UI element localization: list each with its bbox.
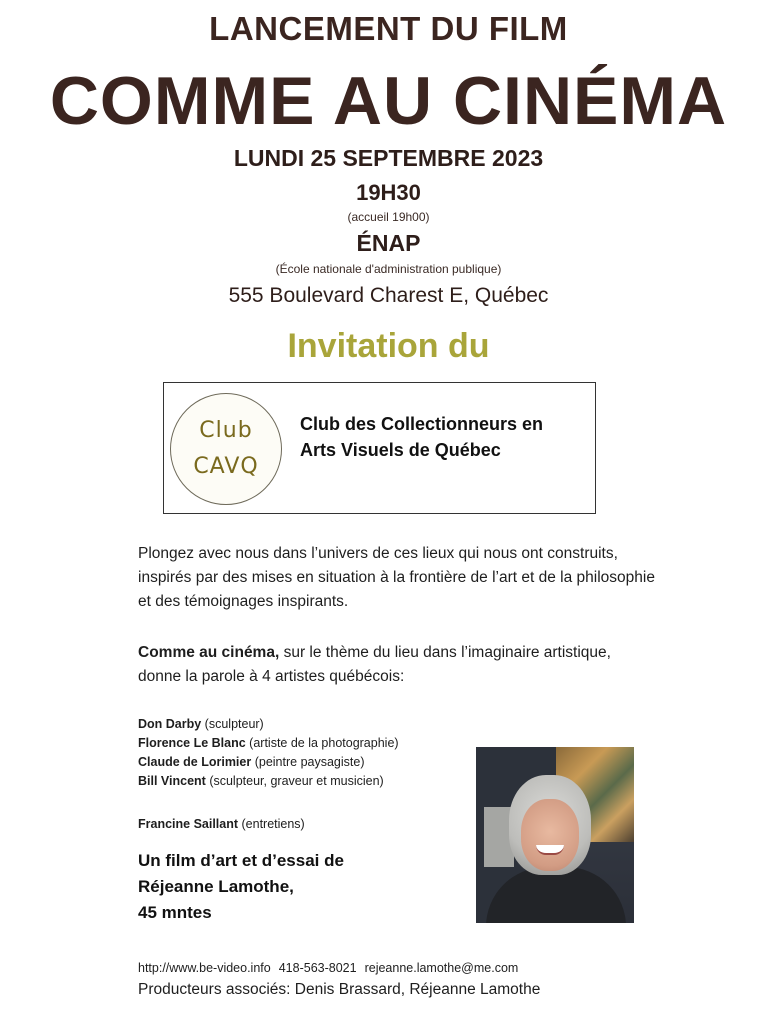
club-logo [170,393,282,505]
club-banner [163,382,596,514]
club-logo-line2: CAVQ [193,454,259,479]
artist-role: (artiste de la photographie) [245,736,399,750]
film-title: COMME AU CINÉMA [49,63,728,139]
producers-line: Producteurs associés: Denis Brassard, Réjeanne Lamothe [138,981,541,998]
venue-full-name: (École nationale d'administration publique) [275,262,502,276]
venue-address: 555 Boulevard Charest E, Québec [228,284,549,307]
artist-name: Claude de Lorimier [138,755,252,769]
film-credit-line1: Un film d’art et d’essai de [138,851,344,870]
director-portrait [476,747,634,923]
artist-role: (sculpteur, graveur et musicien) [205,774,384,788]
event-date: LUNDI 25 SEPTEMBRE 2023 [233,145,544,171]
list-item [138,753,399,772]
artist-role: (peintre paysagiste) [251,755,365,769]
phone-number: 418-563-8021 [278,961,357,975]
event-time: 19H30 [356,180,421,205]
film-credit [138,848,344,926]
theme-paragraph-title: Comme au cinéma, [138,644,280,661]
invitation-heading: Invitation du [287,327,490,365]
artist-name: Florence Le Blanc [138,736,246,750]
welcome-note: (accueil 19h00) [347,210,430,224]
artist-list [138,715,399,791]
artist-role: (sculpteur) [201,717,264,731]
film-duration: 45 mntes [138,903,212,922]
interviewer-role: (entretiens) [238,817,305,831]
venue-name: ÉNAP [356,230,421,256]
film-credit-line2: Réjeanne Lamothe, [138,877,294,896]
interviewer-name: Francine Saillant [138,817,239,831]
artist-name: Don Darby [138,717,202,731]
theme-paragraph [138,641,658,689]
email-link[interactable]: rejeanne.lamothe@me.com [364,961,519,975]
club-name-line2: Arts Visuels de Québec [300,440,501,460]
artist-name: Bill Vincent [138,774,206,788]
contact-line [138,961,518,975]
intro-paragraph: Plongez avec nous dans l’univers de ces lieux qui nous ont construits, inspirés par des mises en situation à la frontière de l’art et de la philosophie et des témoignages inspirants. [138,545,655,610]
list-item [138,715,399,734]
club-name [300,411,590,463]
list-item [138,772,399,791]
theme-paragraph-text: sur le thème du lieu dans l’imaginaire artistique, donne la parole à 4 artistes québécois: [138,644,611,685]
interviewer-credit [138,817,305,831]
club-logo-line1: Club [199,418,253,443]
launch-heading: LANCEMENT DU FILM [209,10,568,47]
list-item [138,734,399,753]
website-link[interactable]: http://www.be-video.info [138,961,271,975]
club-name-line1: Club des Collectionneurs en [300,414,544,434]
